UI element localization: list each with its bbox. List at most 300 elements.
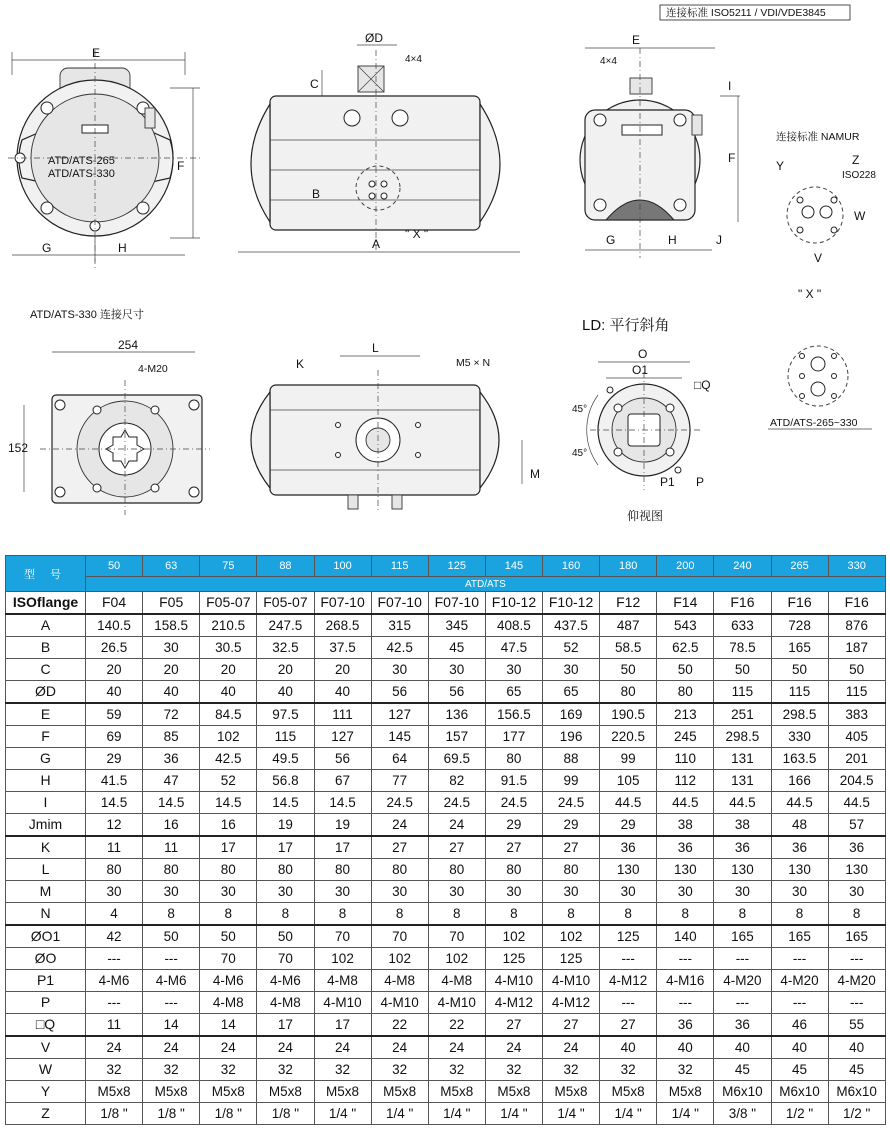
table-cell: 298.5 xyxy=(714,726,771,748)
namur-label: 连接标准 NAMUR xyxy=(776,131,860,143)
table-cell: M6x10 xyxy=(828,1081,885,1103)
table-cell: 36 xyxy=(828,836,885,859)
table-cell: 67 xyxy=(314,770,371,792)
table-cell: 99 xyxy=(600,748,657,770)
series-label: ATD/ATS xyxy=(86,577,886,592)
table-cell: 4-M10 xyxy=(314,992,371,1014)
table-cell: 4-M8 xyxy=(257,992,314,1014)
spec-table-body xyxy=(6,592,886,1125)
table-cell: 27 xyxy=(600,1014,657,1037)
table-cell: 728 xyxy=(771,614,828,637)
row-label: Jmim xyxy=(6,814,86,837)
row-label: C xyxy=(6,659,86,681)
table-cell: 40 xyxy=(143,681,200,704)
table-cell: 70 xyxy=(428,925,485,948)
table-cell: 130 xyxy=(657,859,714,881)
table-cell: 30 xyxy=(200,881,257,903)
table-cell: 158.5 xyxy=(143,614,200,637)
table-cell: 14.5 xyxy=(314,792,371,814)
table-cell: 29 xyxy=(485,814,542,837)
table-row xyxy=(6,903,886,926)
table-cell: 80 xyxy=(143,859,200,881)
table-cell: 4-M8 xyxy=(200,992,257,1014)
connection-title: ATD/ATS-330 连接尺寸 xyxy=(30,309,144,321)
table-cell: M5x8 xyxy=(657,1081,714,1103)
size-header-cell: 115 xyxy=(371,556,428,577)
table-cell: 487 xyxy=(600,614,657,637)
table-cell: 44.5 xyxy=(714,792,771,814)
table-cell: 45 xyxy=(714,1059,771,1081)
table-cell: 30 xyxy=(428,881,485,903)
table-cell: 69 xyxy=(86,726,143,748)
table-cell: 30 xyxy=(543,881,600,903)
table-cell: 14.5 xyxy=(143,792,200,814)
table-cell: 32 xyxy=(200,1059,257,1081)
table-cell: 32 xyxy=(657,1059,714,1081)
table-cell: 30 xyxy=(828,881,885,903)
table-cell: --- xyxy=(143,992,200,1014)
row-label: I xyxy=(6,792,86,814)
table-cell: 3/8 " xyxy=(714,1103,771,1125)
table-cell: 80 xyxy=(485,748,542,770)
table-cell: 543 xyxy=(657,614,714,637)
table-cell: 47 xyxy=(143,770,200,792)
table-cell: 50 xyxy=(828,659,885,681)
dim-254: 254 xyxy=(118,338,139,352)
size-header-cell: 63 xyxy=(143,556,200,577)
table-cell: 97.5 xyxy=(257,703,314,726)
table-cell: 4-M6 xyxy=(200,970,257,992)
connection-view xyxy=(8,338,210,515)
table-cell: 70 xyxy=(200,948,257,970)
table-row xyxy=(6,770,886,792)
dim-D-top: ØD xyxy=(365,31,383,45)
table-cell: 8 xyxy=(828,903,885,926)
table-cell: 4-M10 xyxy=(371,992,428,1014)
table-cell: --- xyxy=(828,992,885,1014)
size-header-cell: 180 xyxy=(600,556,657,577)
table-cell: 102 xyxy=(314,948,371,970)
table-cell: 17 xyxy=(257,1014,314,1037)
spec-table xyxy=(5,555,886,1125)
table-cell: 633 xyxy=(714,614,771,637)
size-header-cell: 200 xyxy=(657,556,714,577)
ld-title: LD: 平行斜角 xyxy=(582,317,670,334)
table-cell: 27 xyxy=(371,836,428,859)
table-row xyxy=(6,948,886,970)
table-cell: 37.5 xyxy=(314,637,371,659)
table-cell: 140 xyxy=(657,925,714,948)
table-row xyxy=(6,1014,886,1037)
table-cell: 24.5 xyxy=(485,792,542,814)
table-cell: 32 xyxy=(600,1059,657,1081)
table-cell: 145 xyxy=(371,726,428,748)
table-row xyxy=(6,1036,886,1059)
table-cell: 130 xyxy=(714,859,771,881)
table-cell: 4-M8 xyxy=(371,970,428,992)
table-row xyxy=(6,726,886,748)
table-cell: F07-10 xyxy=(314,592,371,615)
table-row xyxy=(6,637,886,659)
table-cell: 70 xyxy=(371,925,428,948)
table-cell: 8 xyxy=(600,903,657,926)
table-cell: 345 xyxy=(428,614,485,637)
table-cell: 102 xyxy=(371,948,428,970)
table-cell: 14.5 xyxy=(86,792,143,814)
table-cell: M5x8 xyxy=(485,1081,542,1103)
table-cell: 30 xyxy=(714,881,771,903)
table-cell: 156.5 xyxy=(485,703,542,726)
table-cell: 1/2 " xyxy=(771,1103,828,1125)
table-cell: 30 xyxy=(314,881,371,903)
table-cell: 44.5 xyxy=(771,792,828,814)
table-cell: 8 xyxy=(657,903,714,926)
row-label: F xyxy=(6,726,86,748)
table-cell: 210.5 xyxy=(200,614,257,637)
table-row xyxy=(6,1081,886,1103)
table-cell: 77 xyxy=(371,770,428,792)
table-cell: 40 xyxy=(714,1036,771,1059)
table-cell: 50 xyxy=(600,659,657,681)
range-detail xyxy=(768,346,872,429)
table-cell: 45 xyxy=(771,1059,828,1081)
table-cell: 20 xyxy=(200,659,257,681)
size-header-cell: 75 xyxy=(200,556,257,577)
table-cell: 16 xyxy=(200,814,257,837)
dim-O: O xyxy=(638,347,648,361)
table-cell: 17 xyxy=(200,836,257,859)
table-cell: 127 xyxy=(314,726,371,748)
table-cell: 55 xyxy=(828,1014,885,1037)
table-cell: 30 xyxy=(428,659,485,681)
table-cell: 27 xyxy=(543,1014,600,1037)
table-cell: 4-M20 xyxy=(828,970,885,992)
table-cell: 42 xyxy=(86,925,143,948)
table-row xyxy=(6,859,886,881)
table-cell: 24 xyxy=(143,1036,200,1059)
standard-vdi-label: 连接标准 ISO5211 / VDI/VDE3845 xyxy=(666,7,826,19)
table-cell: 32 xyxy=(86,1059,143,1081)
table-cell: 112 xyxy=(657,770,714,792)
row-label: H xyxy=(6,770,86,792)
dim-E-right: E xyxy=(632,33,641,47)
row-label: M xyxy=(6,881,86,903)
table-cell: 8 xyxy=(543,903,600,926)
range-label: ATD/ATS-265~330 xyxy=(770,417,858,429)
table-cell: 40 xyxy=(657,1036,714,1059)
table-cell: 1/4 " xyxy=(543,1103,600,1125)
table-cell: 165 xyxy=(771,925,828,948)
table-cell: F16 xyxy=(828,592,885,615)
label-X-namur: " X " xyxy=(798,287,822,301)
table-row xyxy=(6,792,886,814)
table-row xyxy=(6,1059,886,1081)
table-cell: F04 xyxy=(86,592,143,615)
table-cell: 40 xyxy=(200,681,257,704)
table-cell: 315 xyxy=(371,614,428,637)
table-cell: 69.5 xyxy=(428,748,485,770)
table-cell: 30.5 xyxy=(200,637,257,659)
table-cell: 4-M20 xyxy=(714,970,771,992)
table-cell: F16 xyxy=(714,592,771,615)
size-header-cell: 50 xyxy=(86,556,143,577)
table-cell: 32 xyxy=(371,1059,428,1081)
table-cell: 4-M20 xyxy=(771,970,828,992)
table-cell: 50 xyxy=(657,659,714,681)
table-cell: 64 xyxy=(371,748,428,770)
dim-E-left: E xyxy=(92,46,101,60)
table-cell: 1/8 " xyxy=(143,1103,200,1125)
dim-H-right: H xyxy=(668,233,677,247)
size-header-row xyxy=(6,556,886,577)
table-cell: 1/4 " xyxy=(428,1103,485,1125)
table-cell: 4-M6 xyxy=(257,970,314,992)
table-cell: 1/8 " xyxy=(86,1103,143,1125)
table-cell: 27 xyxy=(543,836,600,859)
table-cell: 30 xyxy=(257,881,314,903)
table-cell: 80 xyxy=(257,859,314,881)
table-cell: 48 xyxy=(771,814,828,837)
table-cell: --- xyxy=(657,948,714,970)
table-cell: 58.5 xyxy=(600,637,657,659)
table-cell: 4-M10 xyxy=(485,970,542,992)
table-cell: 14.5 xyxy=(200,792,257,814)
table-cell: 105 xyxy=(600,770,657,792)
table-cell: 102 xyxy=(428,948,485,970)
table-cell: 1/8 " xyxy=(200,1103,257,1125)
table-cell: 330 xyxy=(771,726,828,748)
table-cell: 30 xyxy=(485,659,542,681)
table-cell: 1/8 " xyxy=(257,1103,314,1125)
table-cell: 32 xyxy=(257,1059,314,1081)
table-cell: 30 xyxy=(485,881,542,903)
table-cell: 24 xyxy=(200,1036,257,1059)
dim-M: M xyxy=(530,467,540,481)
table-row xyxy=(6,659,886,681)
dim-M5xN: M5 × N xyxy=(456,357,491,369)
table-cell: 24 xyxy=(543,1036,600,1059)
dim-P: P xyxy=(696,475,705,489)
size-header-cell: 88 xyxy=(257,556,314,577)
table-cell: 40 xyxy=(771,1036,828,1059)
front-view-right xyxy=(580,33,740,258)
dim-G-left: G xyxy=(42,241,52,255)
table-cell: M5x8 xyxy=(200,1081,257,1103)
table-cell: M5x8 xyxy=(371,1081,428,1103)
table-cell: 27 xyxy=(485,1014,542,1037)
row-label: Z xyxy=(6,1103,86,1125)
table-cell: 405 xyxy=(828,726,885,748)
table-cell: 20 xyxy=(257,659,314,681)
dim-K: K xyxy=(296,357,305,371)
table-cell: 1/4 " xyxy=(314,1103,371,1125)
table-cell: F07-10 xyxy=(428,592,485,615)
table-cell: 201 xyxy=(828,748,885,770)
table-cell: 17 xyxy=(314,1014,371,1037)
table-cell: 136 xyxy=(428,703,485,726)
table-cell: 19 xyxy=(314,814,371,837)
row-label: L xyxy=(6,859,86,881)
dim-O1: O1 xyxy=(632,363,649,377)
series-header-row xyxy=(6,577,886,592)
table-cell: F05-07 xyxy=(257,592,314,615)
table-cell: 8 xyxy=(143,903,200,926)
bottom-middle-view xyxy=(251,341,540,512)
table-cell: 41.5 xyxy=(86,770,143,792)
table-cell: 56 xyxy=(371,681,428,704)
table-cell: 88 xyxy=(543,748,600,770)
table-cell: 24.5 xyxy=(428,792,485,814)
row-label: ISOflange xyxy=(6,592,86,615)
table-row xyxy=(6,925,886,948)
table-cell: 1/2 " xyxy=(828,1103,885,1125)
dim-F-right: F xyxy=(728,151,736,165)
table-cell: 65 xyxy=(485,681,542,704)
table-cell: 11 xyxy=(86,1014,143,1037)
table-cell: 29 xyxy=(600,814,657,837)
table-cell: 187 xyxy=(828,637,885,659)
table-cell: --- xyxy=(143,948,200,970)
table-cell: 30 xyxy=(371,881,428,903)
size-header-cell: 265 xyxy=(771,556,828,577)
row-label: K xyxy=(6,836,86,859)
size-header-cell: 100 xyxy=(314,556,371,577)
table-cell: 8 xyxy=(428,903,485,926)
table-cell: 36 xyxy=(657,836,714,859)
table-cell: 4-M6 xyxy=(143,970,200,992)
table-cell: 24 xyxy=(257,1036,314,1059)
row-label: ØD xyxy=(6,681,86,704)
table-row xyxy=(6,881,886,903)
table-cell: 42.5 xyxy=(371,637,428,659)
table-cell: 42.5 xyxy=(200,748,257,770)
table-cell: 50 xyxy=(200,925,257,948)
table-cell: 91.5 xyxy=(485,770,542,792)
table-cell: 47.5 xyxy=(485,637,542,659)
ld-flange-view xyxy=(572,347,711,523)
dim-4-M20: 4-M20 xyxy=(138,363,168,375)
size-header-cell: 240 xyxy=(714,556,771,577)
table-cell: 157 xyxy=(428,726,485,748)
table-cell: F14 xyxy=(657,592,714,615)
table-cell: 11 xyxy=(86,836,143,859)
table-cell: 40 xyxy=(257,681,314,704)
table-cell: 24.5 xyxy=(371,792,428,814)
table-cell: 4-M12 xyxy=(485,992,542,1014)
table-row xyxy=(6,970,886,992)
table-cell: 4-M6 xyxy=(86,970,143,992)
table-cell: 8 xyxy=(371,903,428,926)
iso228-label: ISO228 xyxy=(842,170,876,181)
row-label: □Q xyxy=(6,1014,86,1037)
table-cell: 4-M12 xyxy=(543,992,600,1014)
table-cell: 72 xyxy=(143,703,200,726)
table-cell: --- xyxy=(600,992,657,1014)
table-cell: 44.5 xyxy=(600,792,657,814)
table-cell: 298.5 xyxy=(771,703,828,726)
table-cell: 125 xyxy=(543,948,600,970)
table-cell: 80 xyxy=(314,859,371,881)
table-cell: 190.5 xyxy=(600,703,657,726)
table-cell: --- xyxy=(771,948,828,970)
table-cell: 247.5 xyxy=(257,614,314,637)
size-header-cell: 160 xyxy=(543,556,600,577)
table-cell: 17 xyxy=(257,836,314,859)
table-cell: 8 xyxy=(200,903,257,926)
table-cell: 131 xyxy=(714,770,771,792)
table-cell: 14 xyxy=(143,1014,200,1037)
table-cell: 177 xyxy=(485,726,542,748)
table-cell: 8 xyxy=(257,903,314,926)
table-cell: 125 xyxy=(485,948,542,970)
table-cell: 65 xyxy=(543,681,600,704)
size-header-cell: 330 xyxy=(828,556,885,577)
table-row xyxy=(6,681,886,704)
dim-J: J xyxy=(716,233,722,247)
table-cell: 165 xyxy=(771,637,828,659)
table-cell: M5x8 xyxy=(143,1081,200,1103)
table-cell: 196 xyxy=(543,726,600,748)
table-cell: 20 xyxy=(143,659,200,681)
table-cell: 30 xyxy=(600,881,657,903)
dim-Y: Y xyxy=(776,159,785,173)
table-cell: 102 xyxy=(485,925,542,948)
table-cell: 36 xyxy=(600,836,657,859)
table-cell: 17 xyxy=(314,836,371,859)
table-cell: 32 xyxy=(428,1059,485,1081)
table-cell: F05 xyxy=(143,592,200,615)
table-cell: 20 xyxy=(86,659,143,681)
table-cell: 32 xyxy=(485,1059,542,1081)
model-label-265: ATD/ATS-265 xyxy=(48,155,115,167)
row-label: A xyxy=(6,614,86,637)
table-cell: 24.5 xyxy=(543,792,600,814)
table-cell: 62.5 xyxy=(657,637,714,659)
row-label: E xyxy=(6,703,86,726)
table-cell: 115 xyxy=(714,681,771,704)
table-cell: 52 xyxy=(543,637,600,659)
table-cell: 36 xyxy=(771,836,828,859)
table-cell: 70 xyxy=(257,948,314,970)
table-cell: --- xyxy=(86,992,143,1014)
row-label: G xyxy=(6,748,86,770)
table-cell: F05-07 xyxy=(200,592,257,615)
table-cell: 111 xyxy=(314,703,371,726)
table-cell: 4-M16 xyxy=(657,970,714,992)
table-cell: 30 xyxy=(657,881,714,903)
table-cell: 169 xyxy=(543,703,600,726)
table-cell: 4-M8 xyxy=(428,970,485,992)
namur-detail xyxy=(776,130,876,301)
model-label: 型 号 xyxy=(6,556,86,592)
table-cell: 30 xyxy=(543,659,600,681)
dim-4x4-top: 4×4 xyxy=(405,54,422,65)
table-cell: 40 xyxy=(86,681,143,704)
table-cell: 24 xyxy=(371,814,428,837)
dim-P1: P1 xyxy=(660,475,675,489)
table-cell: F10-12 xyxy=(485,592,542,615)
table-cell: 80 xyxy=(371,859,428,881)
angle-45-top: 45° xyxy=(572,404,588,415)
table-cell: 166 xyxy=(771,770,828,792)
table-cell: 4-M10 xyxy=(543,970,600,992)
dim-152: 152 xyxy=(8,441,29,455)
row-label: ØO xyxy=(6,948,86,970)
table-cell: 4-M10 xyxy=(428,992,485,1014)
table-cell: 49.5 xyxy=(257,748,314,770)
table-cell: M5x8 xyxy=(86,1081,143,1103)
table-cell: 45 xyxy=(428,637,485,659)
